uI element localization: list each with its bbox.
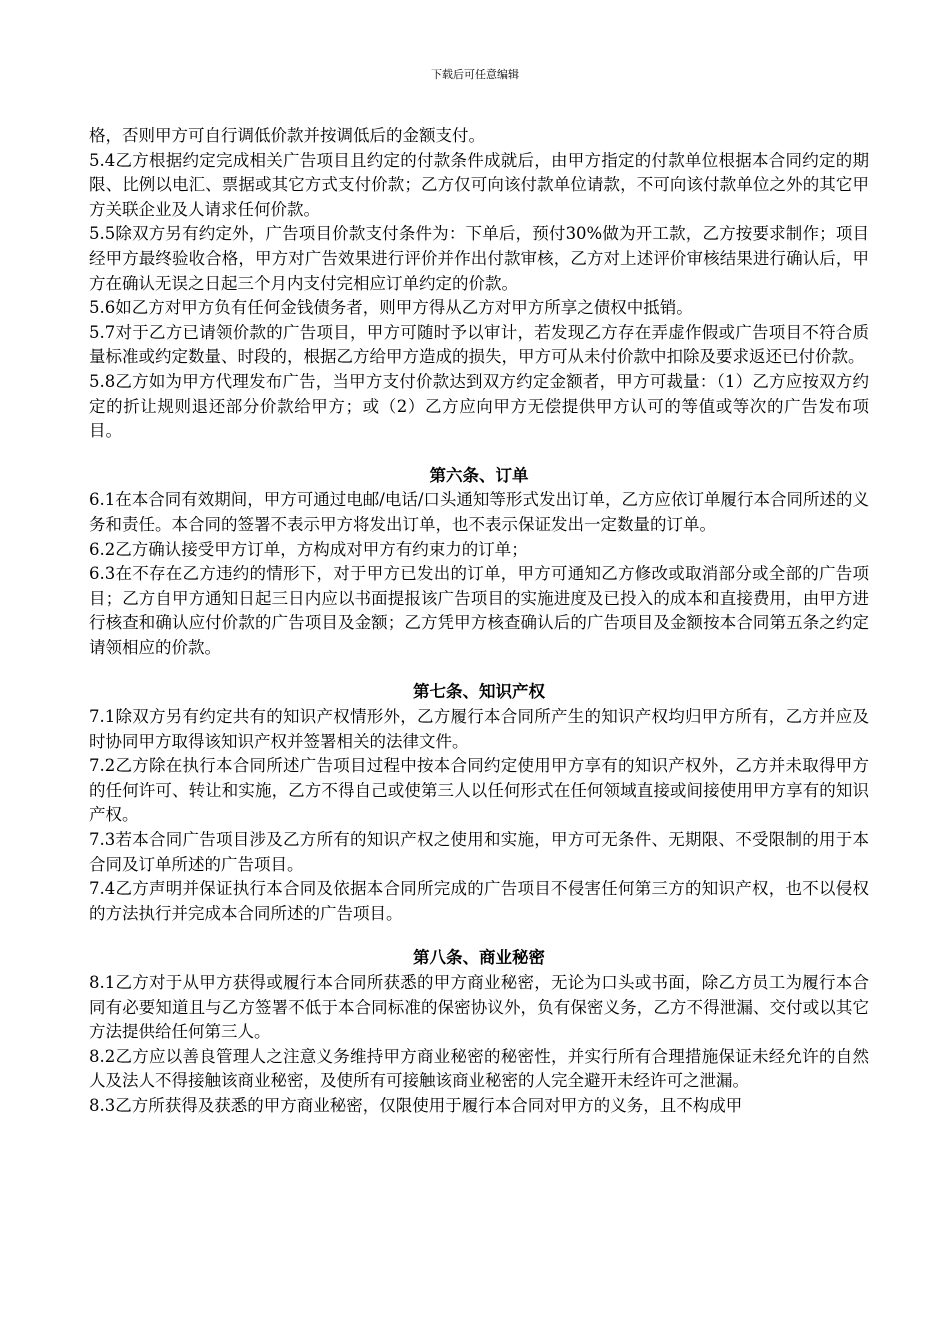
section-orders (89, 464, 869, 661)
section-title: 第七条、知识产权 (413, 682, 545, 702)
section-title: 第六条、订单 (429, 465, 529, 485)
page-header: 下载后可任意编辑 (431, 68, 519, 81)
document-body (89, 124, 869, 1119)
paragraph: 7.2乙方除在执行本合同所述广告项目过程中按本合同约定使用甲方享有的知识产权外，乙方并未取得甲方的任何许可、转让和实施，乙方不得自己或使第三人以任何形式在任何领域直接或间接使用甲方享有的知识产权。 (89, 756, 869, 825)
section-title: 第八条、商业秘密 (413, 948, 545, 968)
paragraph: 6.2乙方确认接受甲方订单，方构成对甲方有约束力的订单； (89, 539, 528, 559)
paragraph: 7.1除双方另有约定共有的知识产权情形外，乙方履行本合同所产生的知识产权均归甲方所有，乙方并应及时协同甲方取得该知识产权并签署相关的法律文件。 (89, 707, 869, 751)
paragraph: 5.8乙方如为甲方代理发布广告，当甲方支付价款达到双方约定金额者，甲方可裁量：（1）乙方应按双方约定的折让规则退还部分价款给甲方；或（2）乙方应向甲方无偿提供甲方认可的等值或等次的广告发布项目。 (89, 371, 869, 441)
paragraph: 5.4乙方根据约定完成相关广告项目且约定的付款条件成就后，由甲方指定的付款单位根据本合同约定的期限、比例以电汇、票据或其它方式支付价款；乙方仅可向该付款单位请款，不可向该付款单位之外的其它甲方关联企业及人请求任何价款。 (89, 150, 869, 219)
section-trade-secrets (89, 946, 869, 1118)
paragraph: 7.3若本合同广告项目涉及乙方所有的知识产权之使用和实施，甲方可无条件、无期限、不受限制的用于本合同及订单所述的广告项目。 (89, 830, 869, 874)
paragraph: 8.3乙方所获得及获悉的甲方商业秘密，仅限使用于履行本合同对甲方的义务，且不构成甲 (89, 1095, 743, 1115)
paragraph: 格，否则甲方可自行调低价款并按调低后的金额支付。 (89, 126, 485, 145)
paragraph: 6.3在不存在乙方违约的情形下，对于甲方已发出的订单，甲方可通知乙方修改或取消部分或全部的广告项目；乙方自甲方通知日起三日内应以书面提报该广告项目的实施进度及已投入的成本和直接费用，由甲方进行核查和确认应付价款的广告项目及金额；乙方凭甲方核查确认后的广告项目及金额按本合同第五条之约定请领相应的价款。 (89, 564, 869, 657)
paragraph: 5.6如乙方对甲方负有任何金钱债务者，则甲方得从乙方对甲方所享之债权中抵销。 (89, 298, 693, 318)
section-intellectual-property (89, 680, 869, 926)
paragraph: 8.2乙方应以善良管理人之注意义务维持甲方商业秘密的秘密性，并实行所有合理措施保证未经允许的自然人及法人不得接触该商业秘密，及使所有可接触该商业秘密的人完全避开未经许可之泄漏。 (89, 1046, 869, 1091)
intro-block (89, 124, 869, 444)
paragraph: 5.7对于乙方已请领价款的广告项目，甲方可随时予以审计，若发现乙方存在弄虚作假或广告项目不符合质量标准或约定数量、时段的，根据乙方给甲方造成的损失，甲方可从未付价款中扣除及要求返还已付价款。 (89, 322, 869, 367)
paragraph: 8.1乙方对于从甲方获得或履行本合同所获悉的甲方商业秘密，无论为口头或书面，除乙方员工为履行本合同有必要知道且与乙方签署不低于本合同标准的保密协议外，负有保密义务，乙方不得泄漏、交付或以其它方法提供给任何第三人。 (89, 973, 869, 1042)
paragraph: 6.1在本合同有效期间，甲方可通过电邮/电话/口头通知等形式发出订单，乙方应依订单履行本合同所述的义务和责任。本合同的签署不表示甲方将发出订单，也不表示保证发出一定数量的订单。 (89, 490, 869, 534)
paragraph: 7.4乙方声明并保证执行本合同及依据本合同所完成的广告项目不侵害任何第三方的知识产权，也不以侵权的方法执行并完成本合同所述的广告项目。 (89, 879, 869, 923)
paragraph: 5.5除双方另有约定外，广告项目价款支付条件为：下单后，预付30%做为开工款，乙方按要求制作；项目经甲方最终验收合格，甲方对广告效果进行评价并作出付款审核，乙方对上述评价审核结果进行确认后，甲方在确认无误之日起三个月内支付完相应订单约定的价款。 (89, 224, 869, 293)
